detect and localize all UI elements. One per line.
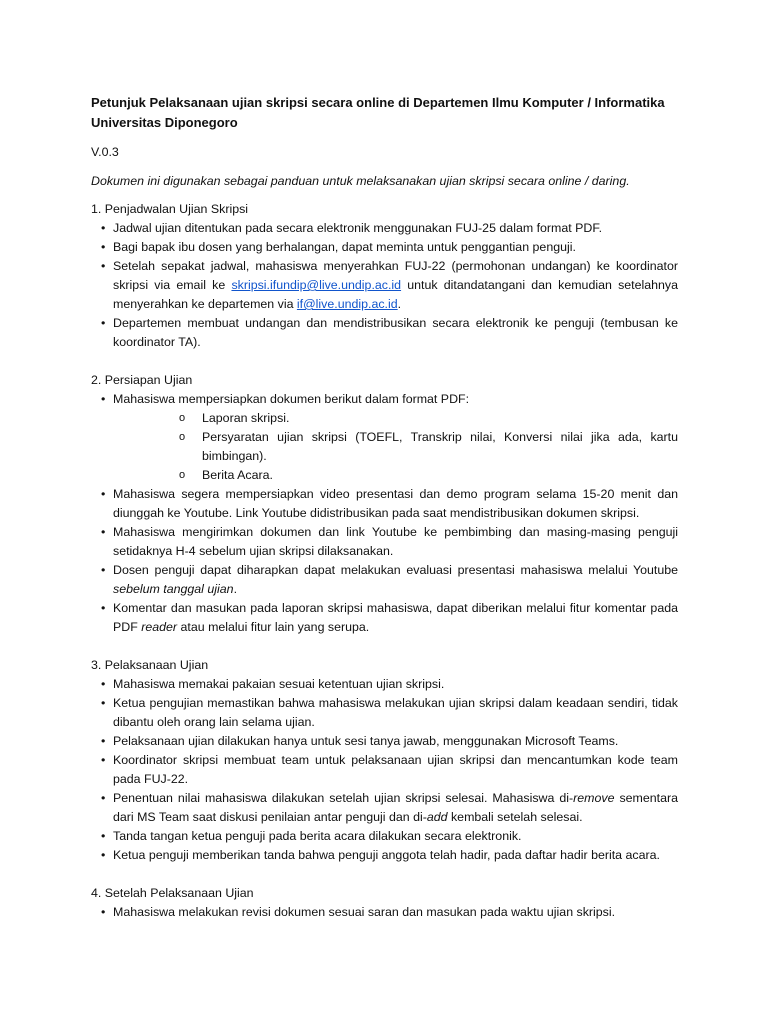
sub-list-item: o Laporan skripsi.: [113, 409, 678, 428]
document-title: Petunjuk Pelaksanaan ujian skripsi secara online di Departemen Ilmu Komputer / Informatika Universitas Diponegoro: [91, 95, 665, 130]
list-item-text: .: [233, 582, 238, 596]
emphasis-text: remove: [573, 791, 615, 805]
email-link-skripsi[interactable]: skripsi.ifundip@live.undip.ac.id: [231, 278, 402, 292]
list-item-text: Setelah sepakat jadwal, mahasiswa menyerahkan FUJ-22 (permohonan undangan) ke koordinator skripsi via email ke: [113, 259, 678, 292]
emphasis-text: reader: [141, 620, 178, 634]
list-item-text: sementara dari MS Team saat diskusi penilaian antar penguji dan di-: [113, 791, 678, 824]
list-item-text: Komentar dan masukan pada laporan skripsi mahasiswa, dapat diberikan melalui fitur komentar pada PDF: [113, 601, 678, 634]
document-version: V.0.3: [91, 145, 119, 159]
list-item-text: atau melalui fitur lain yang serupa.: [177, 620, 370, 634]
bullet-list: [91, 675, 678, 865]
section-preparation: [91, 371, 678, 637]
list-item: • Jadwal ujian ditentukan pada secara elektronik menggunakan FUJ-25 dalam format PDF.: [91, 219, 678, 238]
section-heading: 4. Setelah Pelaksanaan Ujian: [91, 886, 254, 900]
emphasis-text: sebelum tanggal ujian: [113, 582, 234, 596]
list-item: • Koordinator skripsi membuat team untuk pelaksanaan ujian skripsi dan mencantumkan kode team pada FUJ-22.: [91, 751, 678, 789]
list-item-text: untuk ditandatangani dan kemudian setelahnya menyerahkan ke departemen via: [113, 278, 679, 311]
list-item: • Ketua penguji memberikan tanda bahwa penguji anggota telah hadir, pada daftar hadir berita acara.: [91, 846, 678, 865]
list-item: [91, 561, 678, 599]
list-item-text: Penentuan nilai mahasiswa dilakukan setelah ujian skripsi selesai. Mahasiswa di-: [113, 791, 574, 805]
list-item: • Departemen membuat undangan dan mendistribusikan secara elektronik ke penguji (tembusan ke koordinator TA).: [91, 314, 678, 352]
list-item: • Mahasiswa mengirimkan dokumen dan link Youtube ke pembimbing dan masing-masing penguji setidaknya H-4 sebelum ujian skripsi dilaksanakan.: [91, 523, 678, 561]
document-intro: Dokumen ini digunakan sebagai panduan untuk melaksanakan ujian skripsi secara online / daring.: [91, 174, 630, 188]
list-item: [91, 257, 678, 314]
bullet-list: [91, 390, 678, 637]
list-item-text: Mahasiswa mempersiapkan dokumen berikut dalam format PDF:: [113, 392, 470, 406]
list-item-text: kembali setelah selesai.: [447, 810, 583, 824]
list-item-text: .: [397, 297, 402, 311]
section-scheduling: [91, 200, 678, 352]
list-item: • Ketua pengujian memastikan bahwa mahasiswa melakukan ujian skripsi dalam keadaan sendiri, tidak dibantu oleh orang lain selama ujian.: [91, 694, 678, 732]
list-item: [91, 789, 678, 827]
list-item: • Bagi bapak ibu dosen yang berhalangan, dapat meminta untuk penggantian penguji.: [91, 238, 678, 257]
list-item: [91, 390, 678, 485]
list-item-text: Dosen penguji dapat diharapkan dapat melakukan evaluasi presentasi mahasiswa melalui Youtube: [113, 563, 678, 577]
section-heading: 3. Pelaksanaan Ujian: [91, 658, 209, 672]
list-item: [91, 599, 678, 637]
email-link-department[interactable]: if@live.undip.ac.id: [296, 297, 398, 311]
section-heading: 1. Penjadwalan Ujian Skripsi: [91, 202, 249, 216]
list-item: • Mahasiswa segera mempersiapkan video presentasi dan demo program selama 15-20 menit dan diunggah ke Youtube. Link Youtube didistribusikan pada saat mendistribusikan dokumen skripsi.: [91, 485, 678, 523]
list-item: • Pelaksanaan ujian dilakukan hanya untuk sesi tanya jawab, menggunakan Microsoft Teams.: [91, 732, 678, 751]
sub-list: [113, 409, 678, 485]
list-item: • Tanda tangan ketua penguji pada berita acara dilakukan secara elektronik.: [91, 827, 678, 846]
section-heading: 2. Persiapan Ujian: [91, 373, 193, 387]
bullet-list: [91, 903, 678, 922]
sub-list-item: o Persyaratan ujian skripsi (TOEFL, Transkrip nilai, Konversi nilai jika ada, kartu bimbingan).: [113, 428, 678, 466]
list-item: • Mahasiswa memakai pakaian sesuai ketentuan ujian skripsi.: [91, 675, 678, 694]
bullet-list: [91, 219, 678, 352]
section-after-exam: [91, 884, 678, 922]
list-item: • Mahasiswa melakukan revisi dokumen sesuai saran dan masukan pada waktu ujian skripsi.: [91, 903, 678, 922]
section-execution: [91, 656, 678, 865]
sub-list-item: o Berita Acara.: [113, 466, 678, 485]
emphasis-text: add: [426, 810, 448, 824]
